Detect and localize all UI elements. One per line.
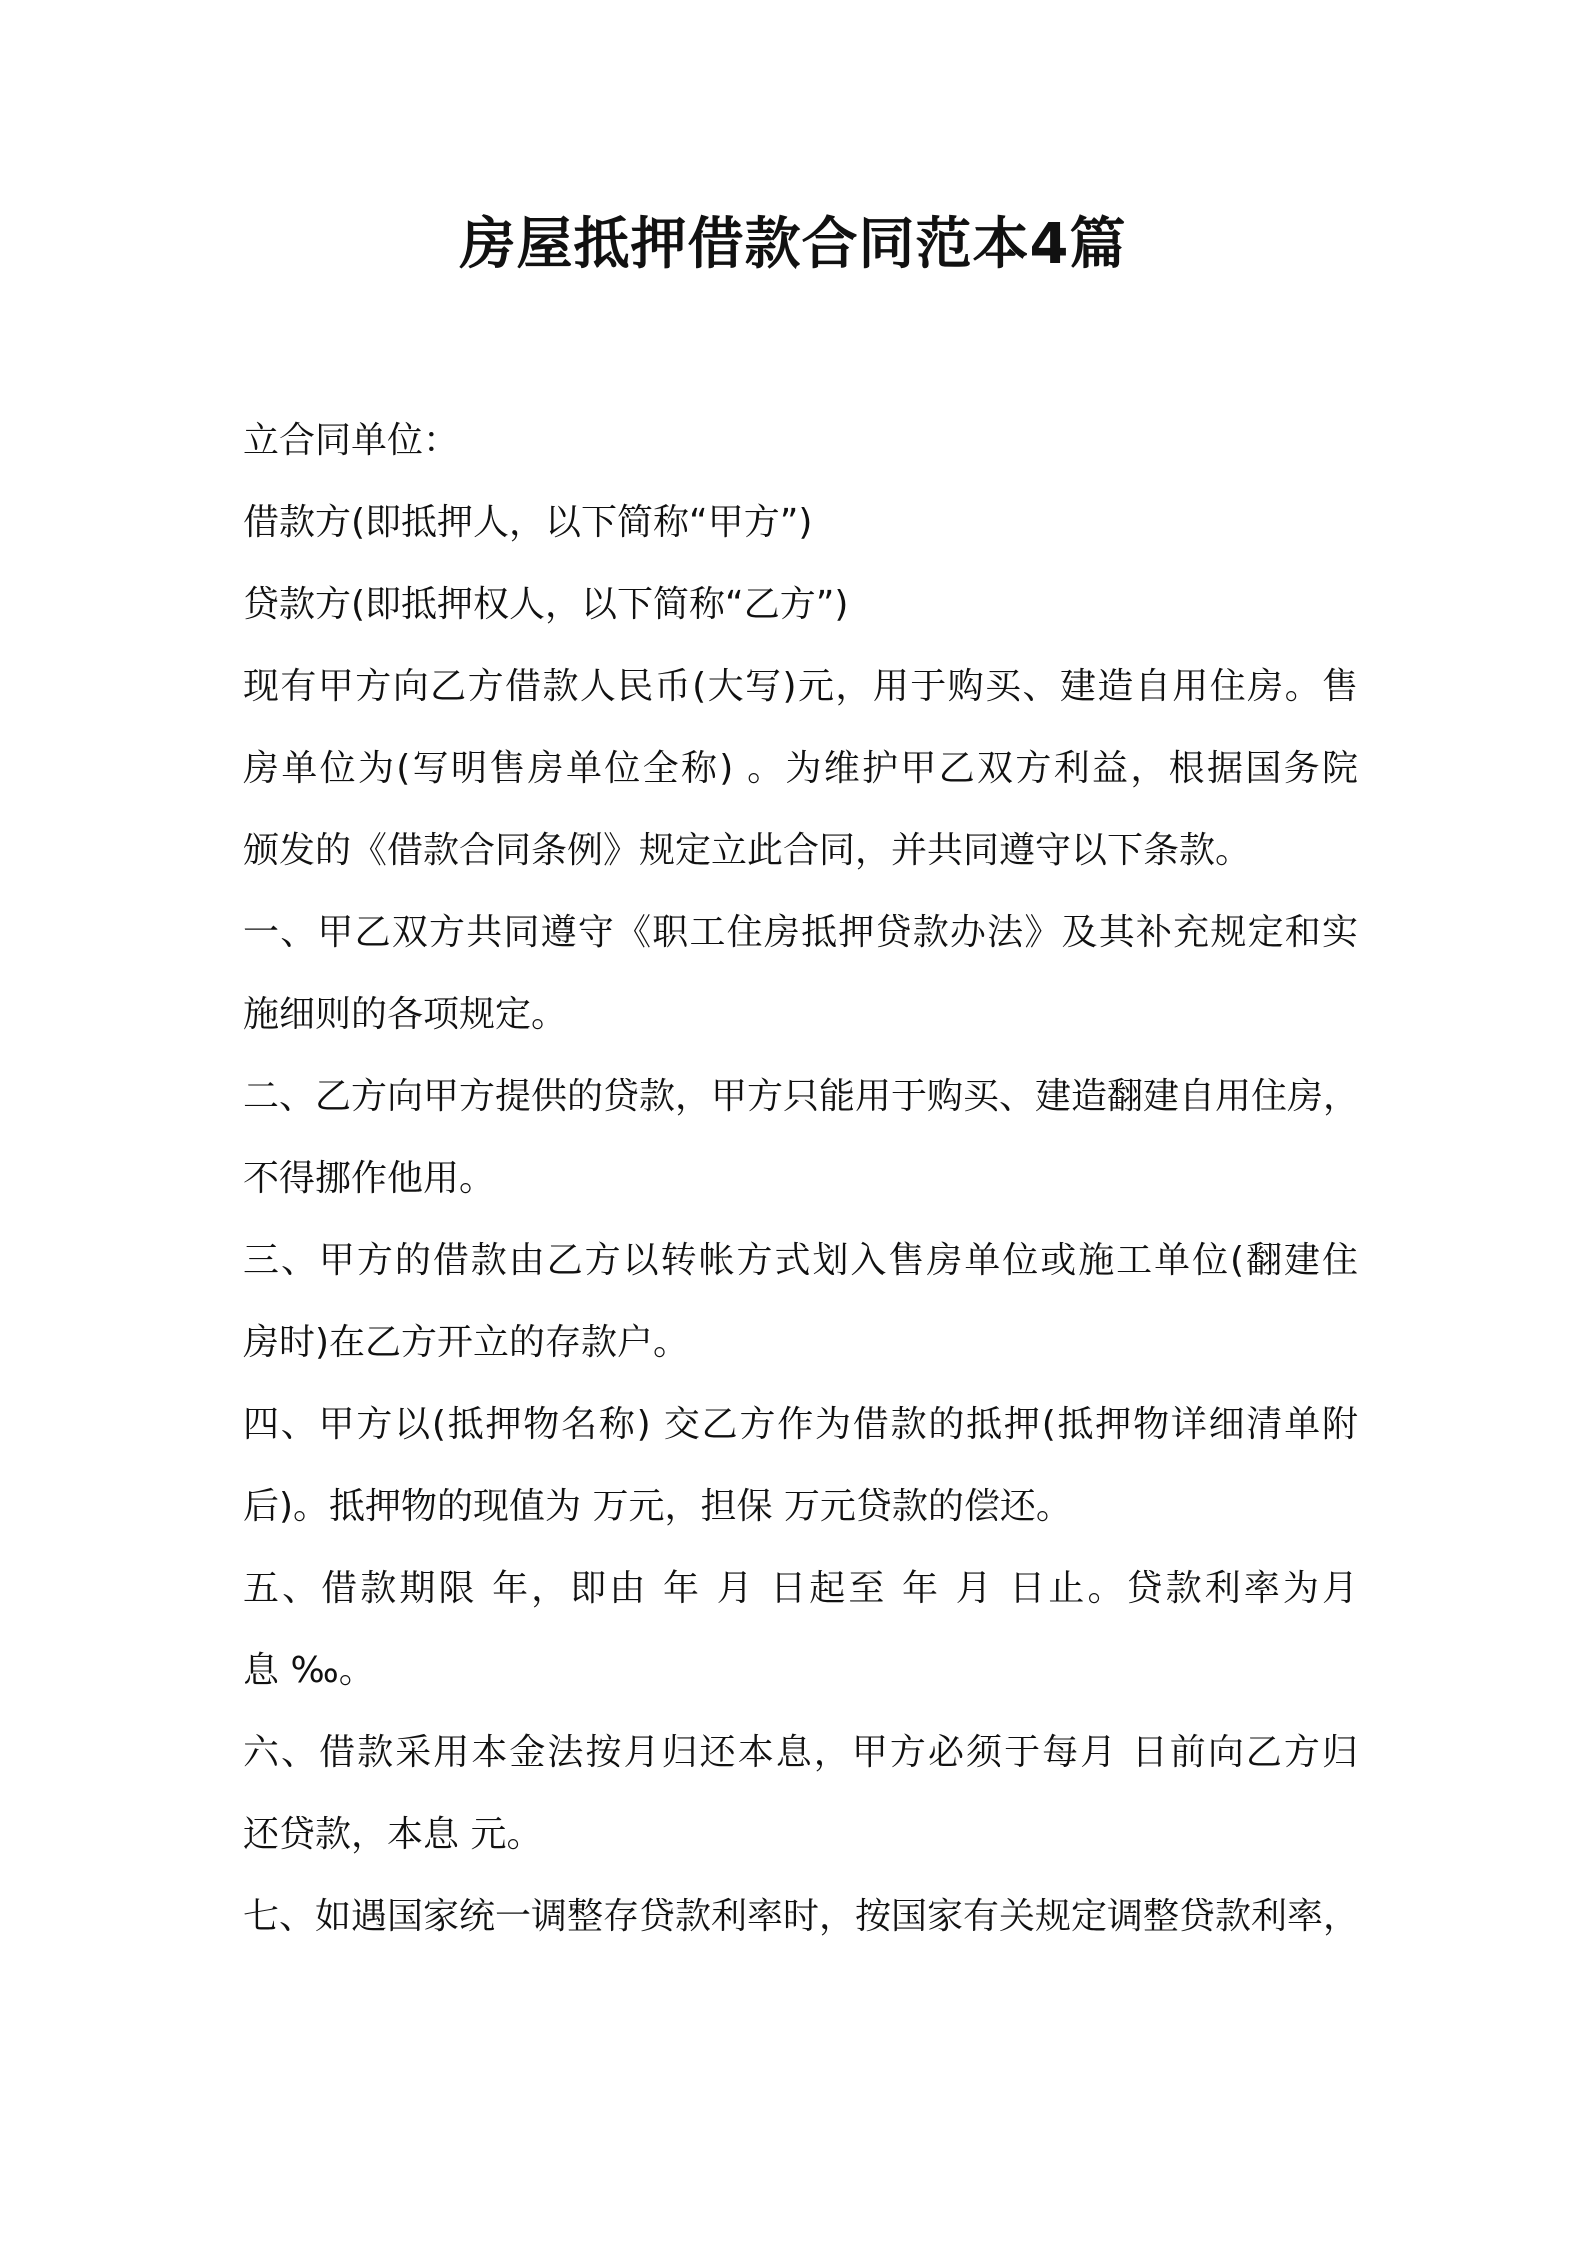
clause-2-line: 不得挪作他用。 xyxy=(243,1158,496,1199)
clause-1-line: 施细则的各项规定。 xyxy=(243,994,568,1035)
clause-1-line: 一、甲乙双方共同遵守《职工住房抵押贷款办法》及其补充规定和实 xyxy=(243,912,1358,953)
document-body xyxy=(243,400,1358,1958)
clause-5-line: 息 ‰。 xyxy=(243,1650,375,1691)
clause-5-line: 五、借款期限 年，即由 年 月 日起至 年 月 日止。贷款利率为月 xyxy=(243,1568,1358,1609)
clause-3-line: 房时)在乙方开立的存款户。 xyxy=(243,1322,690,1363)
text-line-lender: 贷款方(即抵押权人，以下简称“乙方”) xyxy=(243,584,849,625)
clause-4-line: 四、甲方以(抵押物名称) 交乙方作为借款的抵押(抵押物详细清单附 xyxy=(243,1404,1358,1445)
text-line-party-heading: 立合同单位： xyxy=(243,420,460,461)
text-line-borrower: 借款方(即抵押人，以下简称“甲方”) xyxy=(243,502,813,543)
clause-6-line: 还贷款，本息 元。 xyxy=(243,1814,543,1855)
clause-3-line: 三、甲方的借款由乙方以转帐方式划入售房单位或施工单位(翻建住 xyxy=(243,1240,1358,1281)
clause-2-line: 二、乙方向甲方提供的贷款，甲方只能用于购买、建造翻建自用住房， xyxy=(243,1076,1360,1117)
document-title: 房屋抵押借款合同范本4篇 xyxy=(459,212,1127,277)
text-line: 现有甲方向乙方借款人民币(大写)元，用于购买、建造自用住房。售 xyxy=(243,666,1358,707)
text-line: 颁发的《借款合同条例》规定立此合同，并共同遵守以下条款。 xyxy=(243,830,1252,871)
clause-4-line: 后)。抵押物的现值为 万元，担保 万元贷款的偿还。 xyxy=(243,1486,1072,1527)
text-line: 房单位为(写明售房单位全称) 。为维护甲乙双方利益，根据国务院 xyxy=(243,748,1358,789)
clause-7-line: 七、如遇国家统一调整存贷款利率时，按国家有关规定调整贷款利率， xyxy=(243,1896,1360,1937)
clause-6-line: 六、借款采用本金法按月归还本息，甲方必须于每月 日前向乙方归 xyxy=(243,1732,1358,1773)
